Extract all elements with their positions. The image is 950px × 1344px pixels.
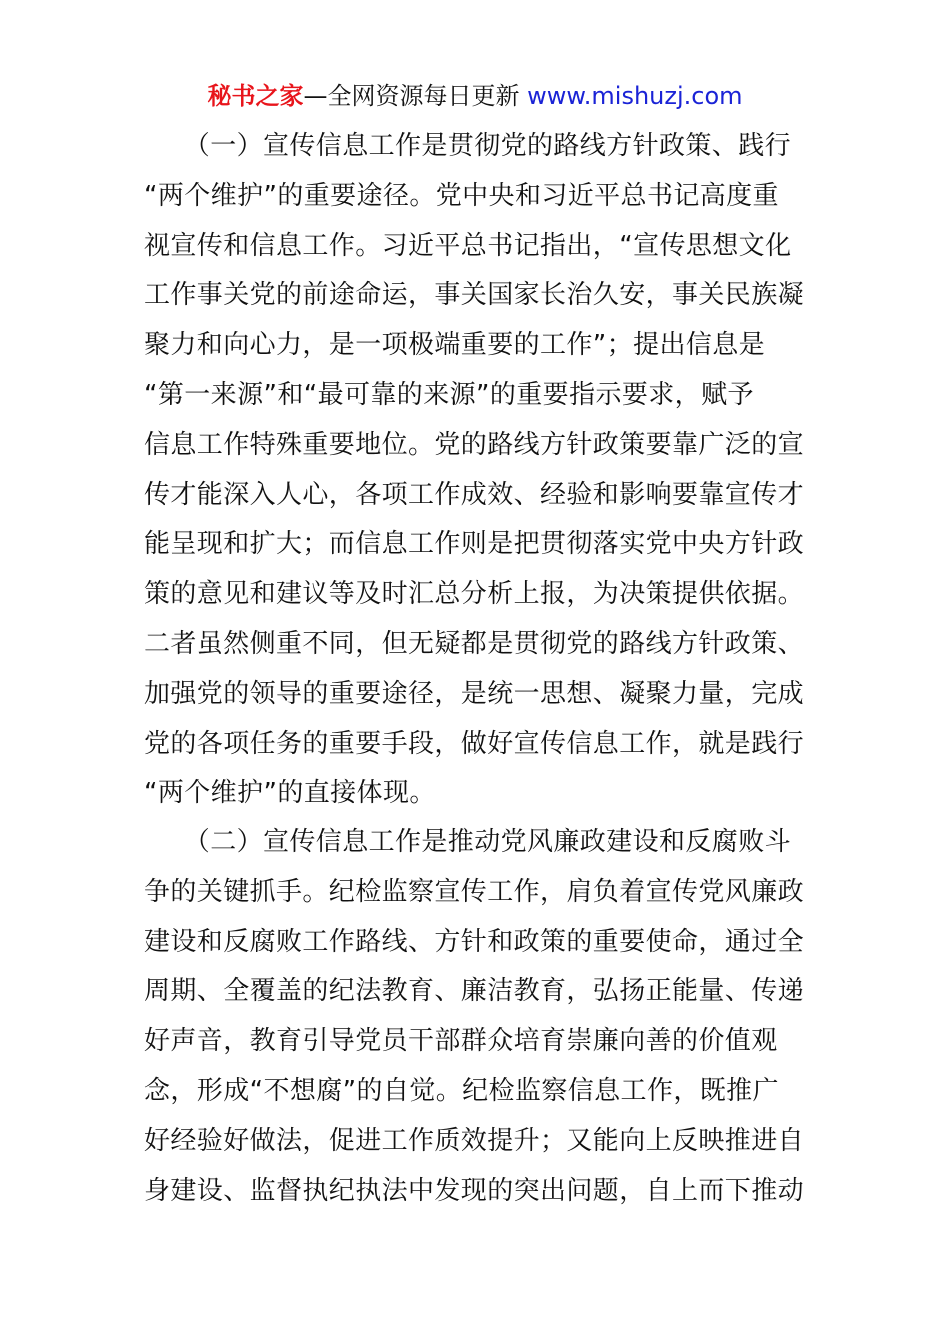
text-line: 能呈现和扩大；而信息工作则是把贯彻落实党中央方针政 bbox=[144, 529, 805, 560]
site-tagline: —全网资源每日更新 bbox=[303, 82, 520, 110]
text-line: “第一来源”和“最可靠的来源”的重要指示要求，赋予 bbox=[144, 379, 754, 410]
text-line: 周期、全覆盖的纪法教育、廉洁教育，弘扬正能量、传递 bbox=[144, 976, 805, 1007]
site-header bbox=[0, 80, 950, 112]
text-line: 念，形成“不想腐”的自觉。纪检监察信息工作，既推广 bbox=[144, 1075, 779, 1106]
text-line: 二者虽然侧重不同，但无疑都是贯彻党的路线方针政策、 bbox=[144, 628, 805, 659]
text-line: 工作事关党的前途命运，事关国家长治久安，事关民族凝 bbox=[144, 280, 805, 311]
paragraph-2 bbox=[144, 818, 824, 1216]
text-line: （一）宣传信息工作是贯彻党的路线方针政策、践行 bbox=[144, 131, 792, 161]
text-line: 加强党的领导的重要途径，是统一思想、凝聚力量，完成 bbox=[144, 678, 805, 709]
text-line: “两个维护”的重要途径。党中央和习近平总书记高度重 bbox=[144, 180, 779, 211]
text-line: 传才能深入人心，各项工作成效、经验和影响要靠宣传才 bbox=[144, 479, 805, 510]
site-brand: 秘书之家 bbox=[207, 82, 304, 110]
text-line: 策的意见和建议等及时汇总分析上报，为决策提供依据。 bbox=[144, 579, 805, 610]
text-line: 党的各项任务的重要手段，做好宣传信息工作，就是践行 bbox=[144, 728, 805, 759]
paragraph-1 bbox=[144, 122, 824, 819]
text-line: 身建设、监督执纪执法中发现的突出问题，自上而下推动 bbox=[144, 1175, 805, 1206]
text-line: 好经验好做法，促进工作质效提升；又能向上反映推进自 bbox=[144, 1125, 805, 1156]
text-line: 视宣传和信息工作。习近平总书记指出，“宣传思想文化 bbox=[144, 230, 792, 261]
text-line: “两个维护”的直接体现。 bbox=[144, 778, 436, 809]
text-line: 争的关键抓手。纪检监察宣传工作，肩负着宣传党风廉政 bbox=[144, 876, 805, 907]
site-url: www.mishuzj.com bbox=[519, 82, 743, 110]
text-line: 信息工作特殊重要地位。党的路线方针政策要靠广泛的宣 bbox=[144, 429, 805, 460]
text-line: 好声音，教育引导党员干部群众培育崇廉向善的价值观 bbox=[144, 1026, 778, 1057]
text-line: 聚力和向心力，是一项极端重要的工作”；提出信息是 bbox=[144, 330, 766, 361]
text-line: 建设和反腐败工作路线、方针和政策的重要使命，通过全 bbox=[144, 926, 805, 957]
text-line: （二）宣传信息工作是推动党风廉政建设和反腐败斗 bbox=[144, 827, 792, 857]
